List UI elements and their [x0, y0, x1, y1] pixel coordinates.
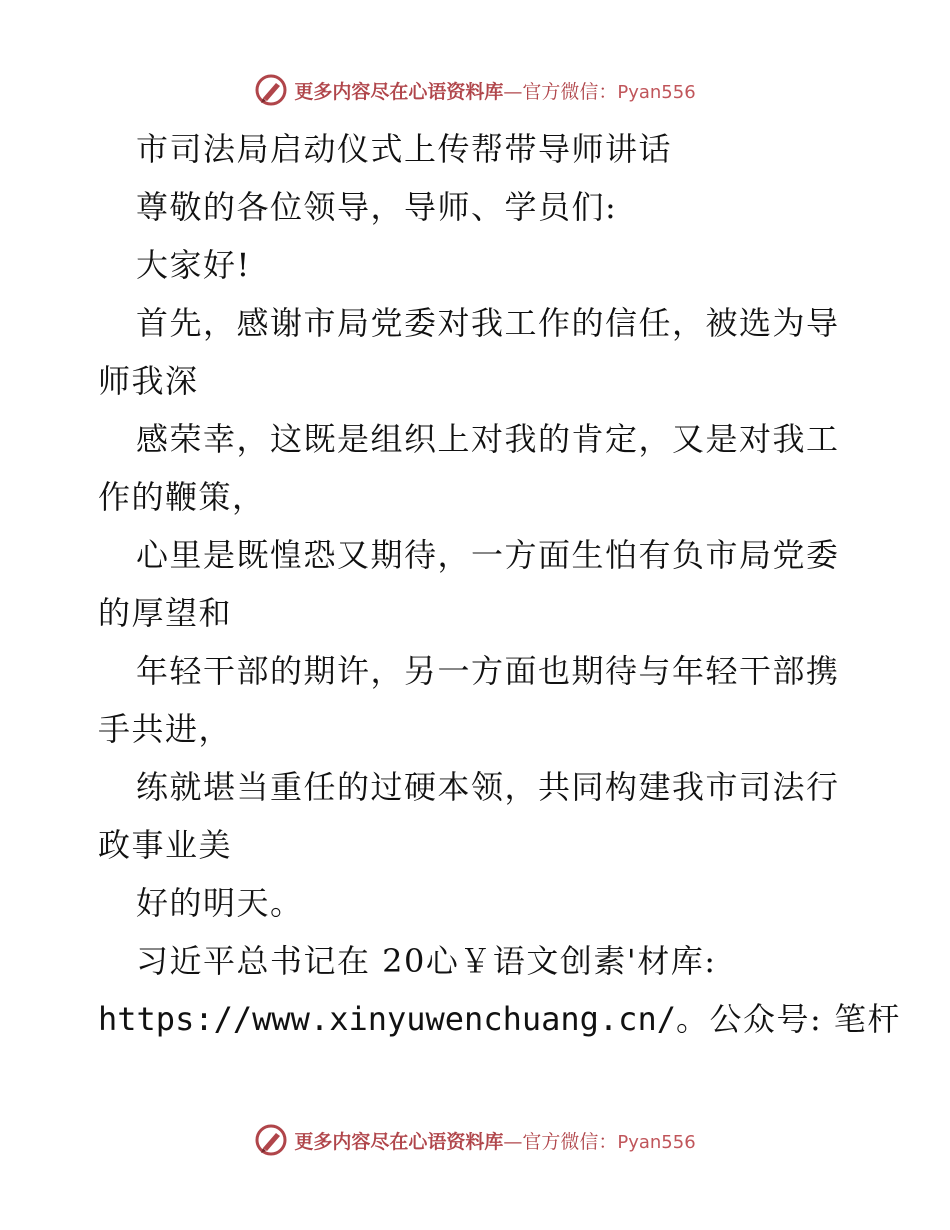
- doc-url-link[interactable]: https://www.xinyuwenchuang.cn/: [98, 1000, 676, 1038]
- doc-url-line: [98, 990, 901, 1048]
- pen-logo-icon: [254, 1123, 288, 1157]
- doc-line: 政事业美: [98, 826, 233, 864]
- header-watermark-banner: [0, 70, 950, 110]
- banner-handle: Pyan556: [617, 81, 696, 103]
- doc-line: 大家好!: [136, 246, 251, 284]
- doc-title: 市司法局启动仪式上传帮带导师讲话: [136, 130, 673, 168]
- pen-logo-icon: [254, 73, 288, 107]
- banner-handle: Pyan556: [617, 1131, 696, 1153]
- banner-dash: —: [503, 1130, 523, 1153]
- doc-line: 年轻干部的期许，另一方面也期待与年轻干部携: [136, 652, 840, 690]
- banner-text: [294, 1127, 695, 1154]
- doc-line: 感荣幸，这既是组织上对我的肯定，又是对我工: [136, 420, 840, 458]
- doc-line: 好的明天。: [136, 884, 304, 922]
- doc-line: 师我深: [98, 362, 199, 400]
- doc-line: 作的鞭策，: [98, 478, 266, 516]
- doc-line: 习近平总书记在 20心￥语文创素'材库:: [136, 942, 717, 980]
- doc-line: 手共进，: [98, 710, 233, 748]
- doc-line: 首先，感谢市局党委对我工作的信任，被选为导: [136, 304, 840, 342]
- doc-line: 尊敬的各位领导，导师、学员们:: [136, 188, 618, 226]
- banner-main-text: 更多内容尽在心语资料库: [294, 80, 504, 103]
- doc-line: 心里是既惶恐又期待，一方面生怕有负市局党委: [136, 536, 840, 574]
- footer-watermark-banner: [0, 1120, 950, 1160]
- banner-sub-text: 官方微信：: [522, 80, 618, 103]
- banner-text: [294, 77, 695, 104]
- document-body: [98, 120, 901, 1048]
- banner-sub-text: 官方微信：: [522, 1130, 618, 1153]
- doc-line: 练就堪当重任的过硬本领，共同构建我市司法行: [136, 768, 840, 806]
- banner-main-text: 更多内容尽在心语资料库: [294, 1130, 504, 1153]
- doc-line: 的厚望和: [98, 594, 233, 632]
- doc-url-tail: 。公众号: 笔杆: [675, 1000, 901, 1038]
- banner-dash: —: [503, 80, 523, 103]
